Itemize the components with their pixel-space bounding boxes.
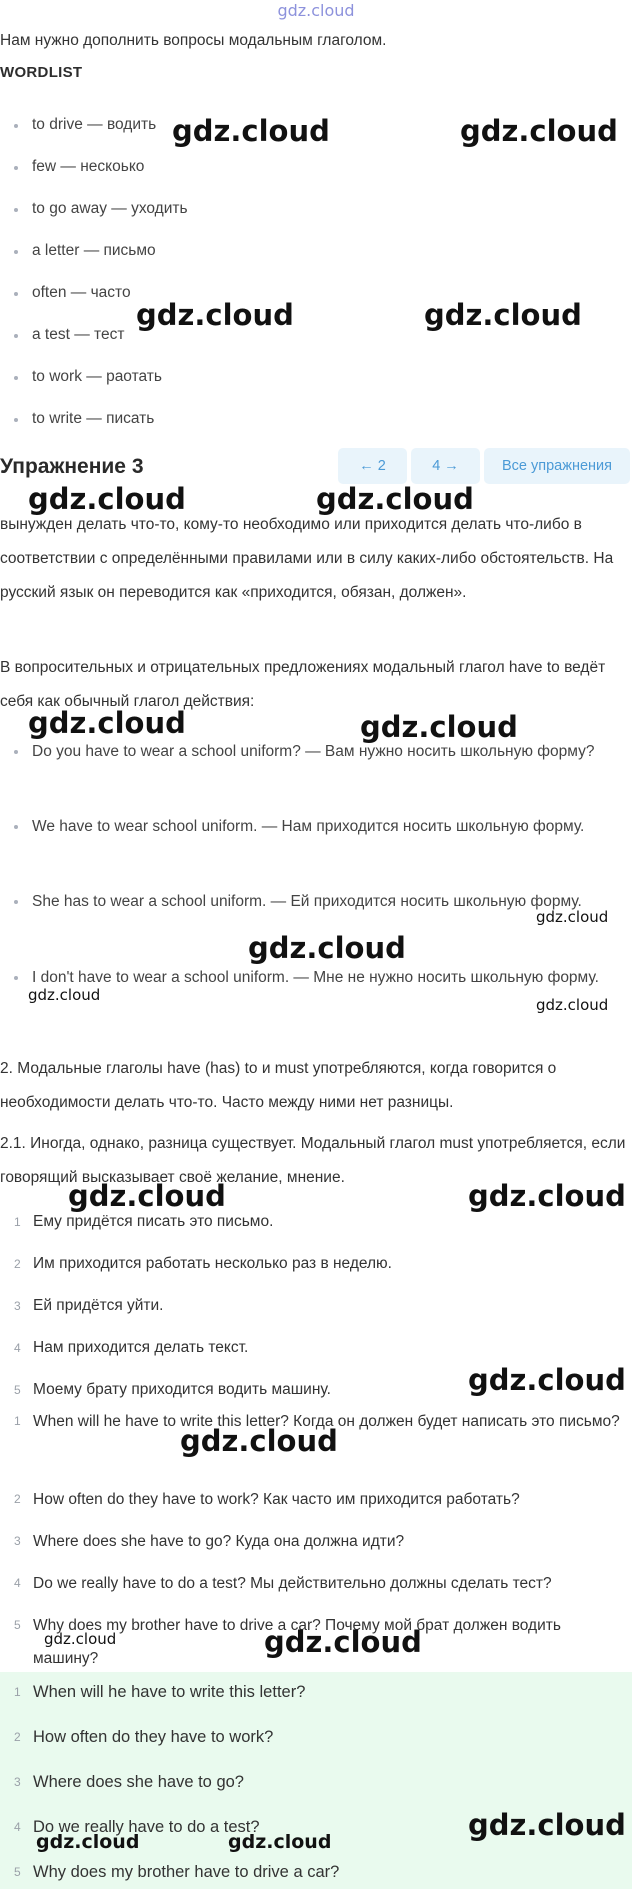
item-number: 1 [14, 1414, 21, 1428]
examples-list [14, 735, 624, 1036]
item-number: 4 [14, 1820, 21, 1834]
item-text: How often do they have to work? [33, 1728, 274, 1746]
wordlist-item: to work — раотать [14, 367, 188, 409]
watermark: gdz.cloud [264, 1625, 422, 1659]
item-text: How often do they have to work? Как часто им приходится работать? [33, 1491, 520, 1508]
watermark: gdz.cloud [44, 1630, 117, 1648]
item-number: 3 [14, 1775, 21, 1789]
item-text: Моему брату приходится водить машину. [33, 1381, 331, 1398]
watermark: gdz.cloud [248, 931, 406, 965]
list-item [14, 1254, 624, 1296]
list-item [14, 1212, 624, 1254]
watermark: gdz.cloud [28, 986, 101, 1004]
wordlist-item: to go away — уходить [14, 199, 188, 241]
watermark: gdz.cloud [468, 1808, 626, 1842]
wordlist-item: to drive — водить [14, 115, 188, 157]
theory-paragraph-4: 2.1. Иногда, однако, разница существует. Модальный глагол must употребляется, если говорящий высказывает своё желание, мнение. [0, 1135, 626, 1186]
answer-item [14, 1860, 624, 1889]
wordlist-item: often — часто [14, 283, 188, 325]
task-intro: Нам нужно дополнить вопросы модальным глаголом. [0, 32, 387, 49]
item-text: Where does she have to go? Куда она должна идти? [33, 1533, 405, 1550]
watermark: gdz.cloud [68, 1179, 226, 1213]
item-number: 4 [14, 1576, 21, 1590]
watermark: gdz.cloud [424, 298, 582, 332]
item-number: 5 [14, 1383, 21, 1397]
item-text: Ему придётся писать это письмо. [33, 1213, 274, 1230]
answer-item [14, 1680, 624, 1725]
watermark: gdz.cloud [536, 908, 609, 926]
watermark: gdz.cloud [36, 1831, 140, 1853]
item-text: Do we really have to do a test? [33, 1818, 260, 1836]
answer-list [14, 1680, 624, 1889]
watermark: gdz.cloud [136, 298, 294, 332]
example-item: She has to wear a school uniform. — Ей приходится носить школьную форму. [14, 885, 624, 961]
wordlist-item: to write — писать [14, 409, 188, 451]
theory-paragraph-2: В вопросительных и отрицательных предложениях модальный глагол have to ведёт себя как обычный глагол действия: [0, 659, 606, 710]
wordlist-item: a letter — письмо [14, 241, 188, 283]
watermark: gdz.cloud [468, 1363, 626, 1397]
watermark: gdz.cloud [360, 710, 518, 744]
example-item: Do you have to wear a school uniform? — Вам нужно носить школьную форму? [14, 735, 624, 810]
item-number: 4 [14, 1341, 21, 1355]
item-number: 1 [14, 1685, 21, 1699]
item-text: Why does my brother have to drive a car? [33, 1863, 340, 1881]
exercise-title: Упражнение 3 [0, 455, 144, 478]
list-item [14, 1296, 624, 1338]
item-text: Why does my brother have to drive a car? Почему мой брат должен водить машину? [33, 1617, 561, 1667]
example-item: We have to wear school uniform. — Нам приходится носить школьную форму. [14, 810, 624, 885]
watermark: gdz.cloud [460, 114, 618, 148]
all-exercises-button[interactable]: Все упражнения [484, 448, 630, 484]
list-item [14, 1483, 624, 1525]
wordlist [14, 115, 188, 451]
item-number: 1 [14, 1215, 21, 1229]
watermark: gdz.cloud [28, 482, 186, 516]
item-number: 2 [14, 1257, 21, 1271]
item-number: 3 [14, 1534, 21, 1548]
theory-paragraph-1: вынужден делать что-то, кому-то необходимо или приходится делать что-либо в соответствии с определёнными правилами или в силу каких-либо обстоятельств. На русский язык он переводится как «приходится, обязан, должен». [0, 516, 614, 601]
answer-item [14, 1725, 624, 1770]
answer-box [0, 1672, 632, 1889]
wordlist-item: a test — тест [14, 325, 188, 367]
item-text: Where does she have to go? [33, 1773, 244, 1791]
wordlist-item: few — нескоько [14, 157, 188, 199]
theory-paragraph-3: 2. Модальные глаголы have (has) to и must употребляются, когда говорится о необходимости делать что-то. Часто между ними нет разницы. [0, 1060, 557, 1111]
item-text: When will he have to write this letter? Когда он должен будет написать это письмо? [33, 1413, 620, 1430]
watermark: gdz.cloud [28, 706, 186, 740]
watermark: gdz.cloud [316, 482, 474, 516]
watermark: gdz.cloud [468, 1179, 626, 1213]
item-number: 2 [14, 1730, 21, 1744]
watermark: gdz.cloud [536, 996, 609, 1014]
item-number: 2 [14, 1492, 21, 1506]
list-item [14, 1525, 624, 1567]
item-number: 5 [14, 1618, 21, 1632]
item-text: Им приходится работать несколько раз в неделю. [33, 1255, 392, 1272]
site-watermark: gdz.cloud [277, 1, 355, 20]
watermark: gdz.cloud [228, 1831, 332, 1853]
next-exercise-button[interactable]: 4 → [411, 448, 480, 484]
watermark: gdz.cloud [172, 114, 330, 148]
item-number: 3 [14, 1299, 21, 1313]
prev-exercise-button[interactable]: ← 2 [338, 448, 407, 484]
item-text: Do we really have to do a test? Мы действительно должны сделать тест? [33, 1575, 552, 1592]
watermark: gdz.cloud [180, 1424, 338, 1458]
item-text: When will he have to write this letter? [33, 1683, 306, 1701]
item-text: Ей придётся уйти. [33, 1297, 164, 1314]
wordlist-heading: WORDLIST [0, 64, 83, 81]
list-item [14, 1567, 624, 1609]
example-item: I don't have to wear a school uniform. — Мне не нужно носить школьную форму. [14, 961, 624, 1036]
item-text: Нам приходится делать текст. [33, 1339, 249, 1356]
item-number: 5 [14, 1865, 21, 1879]
